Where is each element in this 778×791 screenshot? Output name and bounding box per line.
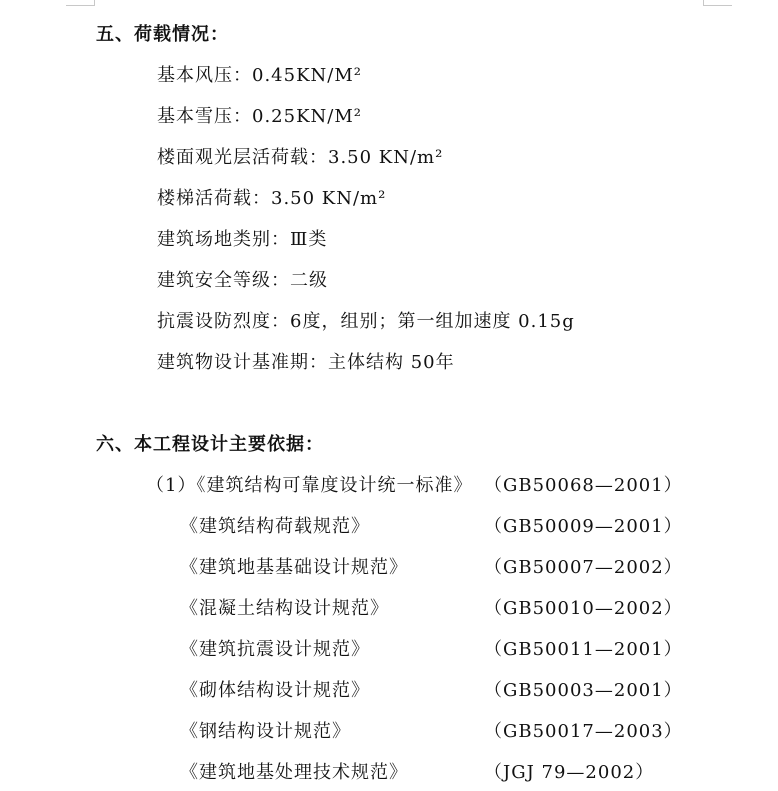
stair-live-load: 楼梯活荷载：3.50 KN/m² <box>157 188 387 209</box>
ref-title: 《建筑地基基础设计规范》 <box>180 557 408 578</box>
basic-snow-pressure: 基本雪压：0.25KN/M² <box>157 106 362 127</box>
safety-grade: 建筑安全等级：二级 <box>157 270 328 291</box>
ref-code: （GB50017—2003） <box>484 721 683 742</box>
ref-title: 《砌体结构设计规范》 <box>180 680 370 701</box>
ref-code: （GB50068—2001） <box>484 475 683 496</box>
ref-code: （GB50009—2001） <box>484 516 683 537</box>
ref-code: （GB50010—2002） <box>484 598 683 619</box>
seismic-intensity: 抗震设防烈度：6度，组别；第一组加速度 0.15g <box>157 311 575 332</box>
ref-title: 《建筑结构荷载规范》 <box>180 516 370 537</box>
section-6-heading: 六、本工程设计主要依据： <box>96 434 324 455</box>
site-category: 建筑场地类别：Ⅲ类 <box>157 229 328 250</box>
ref-code: （GB50007—2002） <box>484 557 683 578</box>
ref-title: 《钢结构设计规范》 <box>180 721 351 742</box>
ref-code: （JGJ 79—2002） <box>484 762 655 783</box>
ref-title: 《混凝土结构设计规范》 <box>180 598 389 619</box>
ref-title: 《建筑抗震设计规范》 <box>180 639 370 660</box>
ref-code: （GB50011—2001） <box>484 639 683 660</box>
ref-code: （GB50003—2001） <box>484 680 683 701</box>
ref-title: 《建筑地基处理技术规范》 <box>180 762 408 783</box>
basic-wind-pressure: 基本风压：0.45KN/M² <box>157 65 362 86</box>
observation-floor-live-load: 楼面观光层活荷载：3.50 KN/m² <box>157 147 444 168</box>
ref-title: （1）《建筑结构可靠度设计统一标准》 <box>146 475 473 496</box>
crop-mark-right <box>703 0 732 6</box>
crop-mark-left <box>66 0 95 6</box>
design-reference-period: 建筑物设计基准期：主体结构 50年 <box>157 352 455 373</box>
section-5-heading: 五、荷载情况： <box>96 24 229 45</box>
